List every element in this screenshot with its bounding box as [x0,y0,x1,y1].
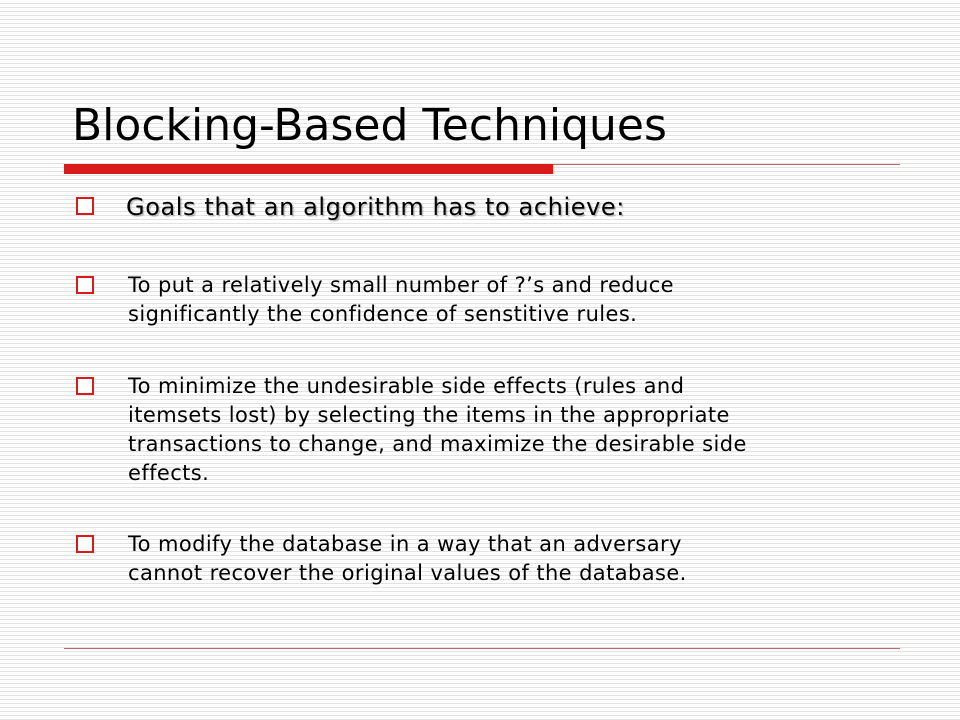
checkbox-square-icon [76,197,94,215]
bullet-item-text: To minimize the undesirable side effects (rules and itemsets lost) by selecting the items in the appropriate transactions to change, and maximize the desirable side effects. [128,374,747,485]
slide-title: Blocking-Based Techniques [72,100,667,151]
bullet-item [76,271,896,329]
bullet-heading [76,191,896,223]
title-underline-accent [64,164,553,174]
checkbox-square-icon [76,276,94,294]
title-underline-rule [553,164,900,165]
bullet-item-text: To modify the database in a way that an adversary cannot recover the original values of the database. [128,532,687,585]
checkbox-square-icon [76,377,94,395]
bullet-item [76,530,896,588]
bullet-item-text: To put a relatively small number of ?’s and reduce significantly the confidence of senstitive rules. [128,273,675,326]
checkbox-square-icon [76,535,94,553]
bullet-item [76,372,896,488]
bullet-heading-text: Goals that an algorithm has to achieve: [126,193,625,221]
footer-rule [64,648,900,649]
